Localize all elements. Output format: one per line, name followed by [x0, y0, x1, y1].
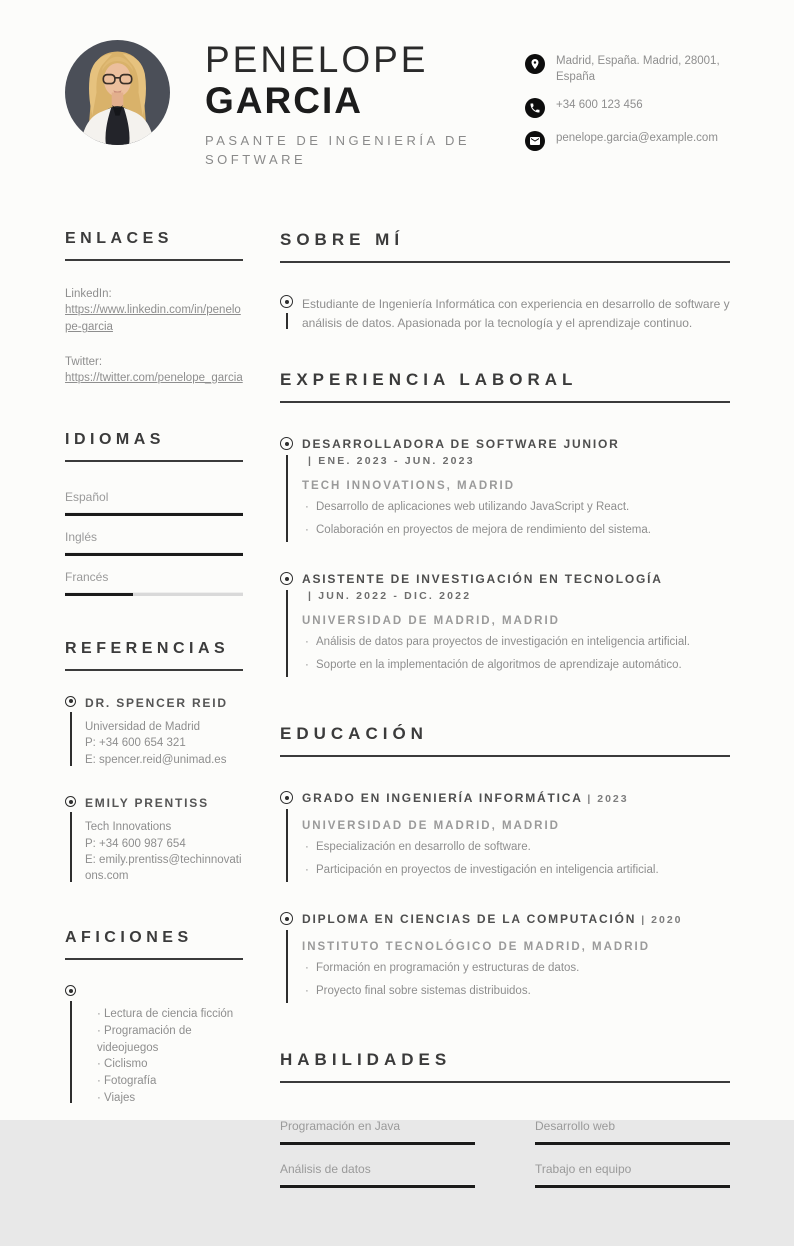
bullet-ring-icon [280, 791, 293, 804]
skill-name: Programación en Java [280, 1119, 401, 1134]
profile-photo [65, 40, 170, 145]
language-bar-fill [65, 513, 243, 516]
reference-email: E: emily.prentiss@techinnovations.com [85, 854, 242, 882]
entry-rail [65, 795, 85, 885]
reference-phone: P: +34 600 987 654 [85, 837, 186, 850]
contact-location-text: Madrid, España. Madrid, 28001, España [556, 55, 720, 83]
experience-bullet: · Análisis de datos para proyectos de investigación en inteligencia artificial. [302, 634, 730, 650]
education-school: INSTITUTO TECNOLÓGICO DE MADRID, MADRID [302, 941, 651, 953]
skill-row [535, 1119, 730, 1145]
education-bullet: · Formación en programación y estructuras de datos. [302, 960, 730, 976]
right-column [280, 230, 730, 1246]
language-name: Español [65, 489, 109, 504]
education-bullet: · Especialización en desarrollo de software. [302, 839, 730, 855]
skill-bar [535, 1184, 730, 1188]
skill-bar [280, 1141, 475, 1145]
section-skills [280, 1050, 730, 1202]
name-block [205, 40, 505, 170]
reference-org: Tech Innovations [85, 821, 172, 834]
hobby-item: · Viajes [97, 1090, 243, 1107]
last-name: GARCIA [205, 79, 363, 121]
about-text: Estudiante de Ingeniería Informática con experiencia en desarrollo de software y análisis de datos. Apasionada por la tecnología y el aprendizaje continuo. [302, 297, 730, 330]
bullet-ring-icon [280, 437, 293, 450]
skill-bar-fill [280, 1142, 475, 1145]
skill-bar [280, 1184, 475, 1188]
header [65, 40, 730, 170]
hobbies-entry [65, 984, 243, 1106]
skill-row [280, 1162, 475, 1188]
experience-bullets [302, 499, 730, 538]
experience-title: DESARROLLADORA DE SOFTWARE JUNIOR [302, 437, 620, 452]
language-row [65, 490, 243, 516]
reference-entry [65, 795, 243, 885]
education-title: DIPLOMA EN CIENCIAS DE LA COMPUTACIÓN | 2020 [302, 912, 683, 927]
language-row [65, 570, 243, 596]
section-about [280, 230, 730, 332]
education-school: UNIVERSIDAD DE MADRID, MADRID [302, 820, 560, 833]
hobby-item: · Ciclismo [97, 1056, 243, 1073]
section-hobbies [65, 929, 243, 1106]
first-name: PENELOPE [205, 39, 429, 80]
bullet-ring-icon [65, 696, 76, 707]
section-languages [65, 431, 243, 596]
left-column [65, 230, 243, 1246]
entry-rail [65, 695, 85, 770]
skill-bar-fill [535, 1185, 730, 1188]
entry-rail [280, 911, 302, 1006]
experience-entry [280, 436, 730, 545]
skill-row [535, 1162, 730, 1188]
section-experience [280, 370, 730, 680]
profile-photo-illustration [65, 40, 170, 145]
section-references [65, 640, 243, 886]
link-label: Twitter: [65, 355, 103, 368]
education-entry [280, 790, 730, 885]
email-icon [525, 131, 545, 151]
reference-phone: P: +34 600 654 321 [85, 737, 186, 750]
reference-org: Universidad de Madrid [85, 720, 201, 733]
experience-bullets [302, 634, 730, 673]
language-name: Francés [65, 569, 109, 584]
experience-entry [280, 571, 730, 680]
experience-title: ASISTENTE DE INVESTIGACIÓN EN TECNOLOGÍA [302, 572, 663, 587]
languages-heading: IDIOMAS [65, 431, 243, 462]
contact-phone [525, 98, 730, 118]
education-bullet: · Proyecto final sobre sistemas distribuidos. [302, 983, 730, 999]
skill-name: Análisis de datos [280, 1162, 371, 1177]
contact-email-text: penelope.garcia@example.com [556, 132, 718, 145]
experience-bullet: · Desarrollo de aplicaciones web utilizando JavaScript y React. [302, 499, 730, 515]
job-title: PASANTE DE INGENIERÍA DE SOFTWARE [205, 133, 471, 168]
experience-company: TECH INNOVATIONS, MADRID [302, 480, 516, 493]
education-title: GRADO EN INGENIERÍA INFORMÁTICA | 2023 [302, 791, 629, 806]
experience-heading: EXPERIENCIA LABORAL [280, 370, 730, 403]
contact-block [525, 40, 730, 164]
skill-bar-fill [535, 1142, 730, 1145]
skill-name: Desarrollo web [535, 1119, 616, 1134]
content-columns [65, 230, 730, 1246]
contact-email [525, 131, 730, 151]
language-bar [65, 552, 243, 556]
education-bullet: · Participación en proyectos de investigación en inteligencia artificial. [302, 862, 730, 878]
language-bar-fill [65, 553, 243, 556]
entry-rail [280, 436, 302, 545]
education-bullets [302, 839, 730, 878]
contact-phone-text: +34 600 123 456 [556, 99, 643, 112]
links-heading: ENLACES [65, 230, 243, 261]
experience-dates: | ENE. 2023 - JUN. 2023 [308, 455, 475, 468]
language-bar-fill [65, 593, 133, 596]
education-bullets [302, 960, 730, 999]
language-bar [65, 592, 243, 596]
experience-dates: | JUN. 2022 - DIC. 2022 [308, 590, 472, 603]
skill-row [280, 1119, 475, 1145]
linkedin-link[interactable]: https://www.linkedin.com/in/penelope-garcia [65, 304, 241, 334]
language-bar [65, 512, 243, 516]
experience-bullet: · Colaboración en proyectos de mejora de rendimiento del sistema. [302, 522, 730, 538]
section-education [280, 724, 730, 1006]
bullet-ring-icon [280, 912, 293, 925]
link-item-linkedin [65, 288, 243, 337]
hobby-item: · Lectura de ciencia ficción [97, 1006, 243, 1023]
education-year: | 2023 [587, 793, 629, 806]
skill-bar-fill [280, 1185, 475, 1188]
education-year: | 2020 [641, 914, 683, 927]
reference-entry [65, 695, 243, 770]
twitter-link[interactable]: https://twitter.com/penelope_garcia [65, 371, 243, 384]
location-icon [525, 54, 545, 74]
entry-rail [280, 294, 302, 332]
experience-company: UNIVERSIDAD DE MADRID, MADRID [302, 615, 560, 628]
link-item-twitter [65, 356, 243, 387]
reference-email: E: spencer.reid@unimad.es [85, 753, 227, 766]
language-row [65, 530, 243, 556]
reference-name: DR. SPENCER REID [85, 695, 228, 710]
bullet-ring-icon [280, 295, 293, 308]
hobby-item: · Programación de videojuegos [97, 1023, 243, 1056]
language-name: Inglés [65, 529, 98, 544]
link-label: LinkedIn: [65, 288, 112, 301]
experience-bullet: · Soporte en la implementación de algoritmos de aprendizaje automático. [302, 657, 730, 673]
hobby-list [85, 984, 243, 1106]
education-entry [280, 911, 730, 1006]
hobbies-heading: AFICIONES [65, 929, 243, 960]
phone-icon [525, 98, 545, 118]
references-heading: REFERENCIAS [65, 640, 243, 671]
about-entry [280, 294, 730, 332]
entry-rail [65, 984, 85, 1106]
skills-heading: HABILIDADES [280, 1050, 730, 1083]
section-links [65, 230, 243, 387]
contact-location [525, 54, 730, 85]
bullet-ring-icon [65, 985, 76, 996]
entry-rail [280, 571, 302, 680]
hobby-item: · Fotografía [97, 1073, 243, 1090]
reference-name: EMILY PRENTISS [85, 796, 209, 811]
bullet-ring-icon [280, 572, 293, 585]
skill-name: Trabajo en equipo [535, 1162, 632, 1177]
about-heading: SOBRE MÍ [280, 230, 730, 263]
entry-rail [280, 790, 302, 885]
bullet-ring-icon [65, 796, 76, 807]
education-heading: EDUCACIÓN [280, 724, 730, 757]
skill-bar [535, 1141, 730, 1145]
